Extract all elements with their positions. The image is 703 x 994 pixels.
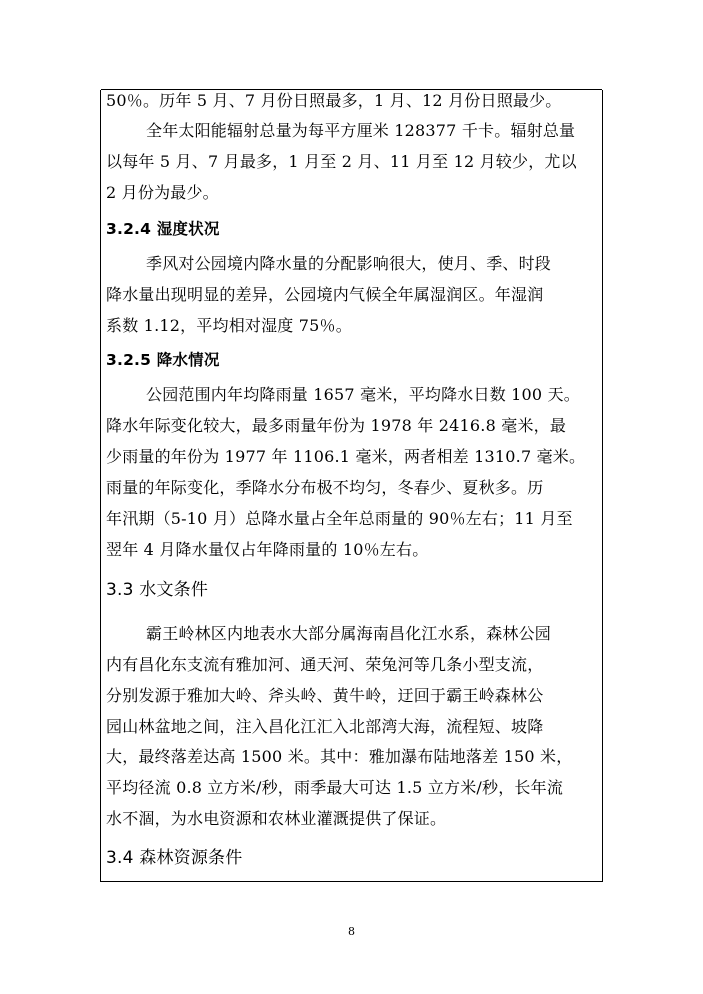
text-line: 翌年 4 月降水量仅占年降雨量的 10％左右。: [106, 540, 429, 559]
text-line: 分别发源于雅加大岭、斧头岭、黄牛岭，迂回于霸王岭森林公: [106, 686, 544, 705]
text-line: 年汛期（5-10 月）总降水量占全年总雨量的 90％左右；11 月至: [106, 509, 573, 528]
text-line: 平均径流 0.8 立方米/秒，雨季最大可达 1.5 立方米/秒，长年流: [106, 778, 564, 797]
text-line: 2 月份为最少。: [106, 183, 219, 202]
text-line: 内有昌化东支流有雅加河、通天河、荣兔河等几条小型支流，: [106, 655, 544, 674]
text-line: 园山林盆地之间，注入昌化江汇入北部湾大海，流程短、坡降: [106, 717, 544, 736]
section-heading: 3.2.5 降水情况: [106, 351, 220, 369]
text-line: 以每年 5 月、7 月最多，1 月至 2 月、11 月至 12 月较少，尤以: [106, 152, 577, 171]
section-heading: 3.2.4 湿度状况: [106, 220, 220, 238]
text-line: 少雨量的年份为 1977 年 1106.1 毫米，两者相差 1310.7 毫米。: [106, 447, 586, 466]
text-line: 降水量出现明显的差异，公园境内气候全年属湿润区。年湿润: [106, 285, 544, 304]
text-line: 系数 1.12，平均相对湿度 75％。: [106, 316, 352, 335]
text-line: 公园范围内年均降雨量 1657 毫米，平均降水日数 100 天。: [146, 385, 581, 404]
text-line: 季风对公园境内降水量的分配影响很大，使月、季、时段: [146, 254, 552, 273]
text-line: 50％。历年 5 月、7 月份日照最多，1 月、12 月份日照最少。: [106, 91, 562, 110]
document-frame: [100, 90, 603, 882]
text-line: 全年太阳能辐射总量为每平方厘米 128377 千卡。辐射总量: [146, 121, 576, 140]
page-number: 8: [348, 925, 355, 938]
text-line: 降水年际变化较大，最多雨量年份为 1978 年 2416.8 毫米，最: [106, 416, 567, 435]
section-heading: 3.3 水文条件: [106, 580, 209, 600]
text-line: 霸王岭林区内地表水大部分属海南昌化江水系，森林公园: [146, 624, 552, 643]
text-line: 大，最终落差达高 1500 米。其中：雅加瀑布陆地落差 150 米，: [106, 747, 573, 766]
section-heading: 3.4 森林资源条件: [106, 848, 243, 868]
text-line: 雨量的年际变化，季降水分布极不均匀，冬春少、夏秋多。历: [106, 478, 544, 497]
text-line: 水不涸，为水电资源和农林业灌溉提供了保证。: [106, 809, 447, 828]
